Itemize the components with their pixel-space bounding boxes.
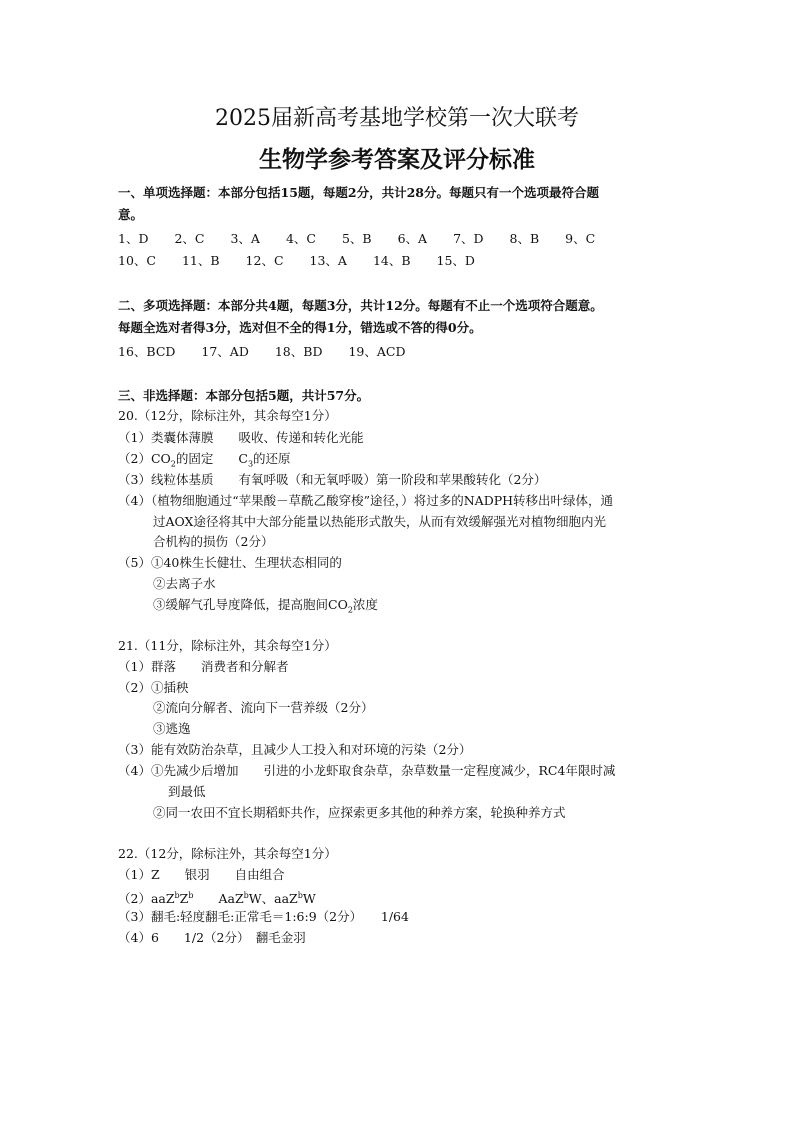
answer-item: 17、AD bbox=[201, 344, 249, 359]
answer-item: 8、B bbox=[509, 231, 540, 246]
q20-answer-1: （1）类囊体薄膜 吸收、传递和转化光能 bbox=[118, 430, 364, 445]
page-subtitle: 生物学参考答案及评分标准 bbox=[259, 146, 535, 173]
section1-answers-row2 bbox=[118, 251, 497, 271]
q21-answer-2: （2）①插秧 bbox=[118, 680, 189, 695]
q20-answer-5-3: ③缓解气孔导度降低，提高胞间$CO_2$浓度 bbox=[153, 597, 378, 615]
answer-item: 7、D bbox=[453, 231, 484, 246]
q21-answer-2-3: ③逃逸 bbox=[153, 721, 191, 736]
answer-item: 5、B bbox=[341, 231, 372, 246]
q20-answer-4-cont: 过AOX途径将其中大部分能量以热能形式散失，从而有效缓解强光对植物细胞内光 bbox=[153, 514, 606, 529]
answer-item: 15、D bbox=[436, 253, 475, 268]
q22-answer-3: （3）翻毛:轻度翻毛:正常毛＝1:6:9（2分） 1/64 bbox=[118, 909, 409, 924]
q21-answer-4-2: ②同一农田不宜长期稻虾共作，应探索更多其他的种养方案，轮换种养方式 bbox=[153, 805, 566, 820]
q22-answer-4: （4）6 1/2（2分） 翻毛金羽 bbox=[118, 930, 306, 945]
q20-answer-5-2: ②去离子水 bbox=[153, 576, 216, 591]
answer-item: 13、A bbox=[309, 253, 347, 268]
answer-item: 2、C bbox=[174, 231, 205, 246]
section2-heading-cont: 每题全选对者得3分，选对但不全的得1分，错选或不答的得0分。 bbox=[118, 320, 482, 335]
answer-item: 9、C bbox=[565, 231, 596, 246]
answer-item: 6、A bbox=[397, 231, 428, 246]
section1-heading: 一、单项选择题：本部分包括15题，每题2分，共计28分。每题只有一个选项最符合题 bbox=[118, 185, 599, 200]
q20-answer-5: （5）①40株生长健壮、生理状态相同的 bbox=[118, 555, 342, 570]
answer-item: 3、A bbox=[230, 231, 260, 246]
section2-heading: 二、多项选择题：本部分共4题，每题3分，共计12分。每题有不止一个选项符合题意。 bbox=[118, 298, 603, 313]
section3-heading: 三、非选择题：本部分包括5题，共计57分。 bbox=[118, 388, 370, 403]
q21-heading: 21.（11分，除标注外，其余每空1分） bbox=[118, 638, 337, 653]
answer-item: 18、BD bbox=[274, 344, 323, 359]
answer-item: 4、C bbox=[285, 231, 316, 246]
q20-heading: 20.（12分，除标注外，其余每空1分） bbox=[118, 408, 337, 423]
section1-answers-row1 bbox=[118, 229, 617, 249]
q21-answer-4-cont: 到最低 bbox=[168, 784, 206, 799]
section1-heading-cont: 意。 bbox=[118, 207, 144, 222]
answer-item: 10、C bbox=[118, 253, 156, 268]
q21-answer-2-2: ②流向分解者、流向下一营养级（2分） bbox=[153, 700, 374, 715]
q20-answer-3: （3）线粒体基质 有氧呼吸（和无氧呼吸）第一阶段和苹果酸转化（2分） bbox=[118, 472, 547, 487]
page-title: 2025届新高考基地学校第一次大联考 bbox=[215, 106, 579, 131]
answer-item: 16、BCD bbox=[118, 344, 176, 359]
section2-answers-row bbox=[118, 342, 428, 362]
answer-item: 1、D bbox=[118, 231, 149, 246]
q22-answer-1: （1）Z 银羽 自由组合 bbox=[118, 867, 285, 882]
q22-answer-2: $(2)aaZ^bZ^b$ AaZ$^b$W、aaZ$^b$W bbox=[118, 891, 316, 907]
answer-item: 12、C bbox=[245, 253, 284, 268]
answer-item: 19、ACD bbox=[348, 344, 406, 359]
answer-item: 11、B bbox=[181, 253, 220, 268]
q21-answer-3: （3）能有效防治杂草，且减少人工投入和对环境的污染（2分） bbox=[118, 742, 472, 757]
q20-answer-4-cont2: 合机构的损伤（2分） bbox=[153, 534, 274, 549]
q20-answer-2: $(2)CO_2$的固定 $C_3$的还原 bbox=[118, 451, 291, 469]
answer-item: 14、B bbox=[372, 253, 411, 268]
q21-answer-1: （1）群落 消费者和分解者 bbox=[118, 659, 289, 674]
q21-answer-4: （4）①先减少后增加 引进的小龙虾取食杂草，杂草数量一定程度减少，RC4年限时减 bbox=[118, 763, 616, 778]
q22-heading: 22.（12分，除标注外，其余每空1分） bbox=[118, 846, 337, 861]
q20-answer-4: （4）（植物细胞通过“苹果酸－草酰乙酸穿梭”途径，）将过多的NADPH转移出叶绿体，通 bbox=[118, 493, 614, 508]
